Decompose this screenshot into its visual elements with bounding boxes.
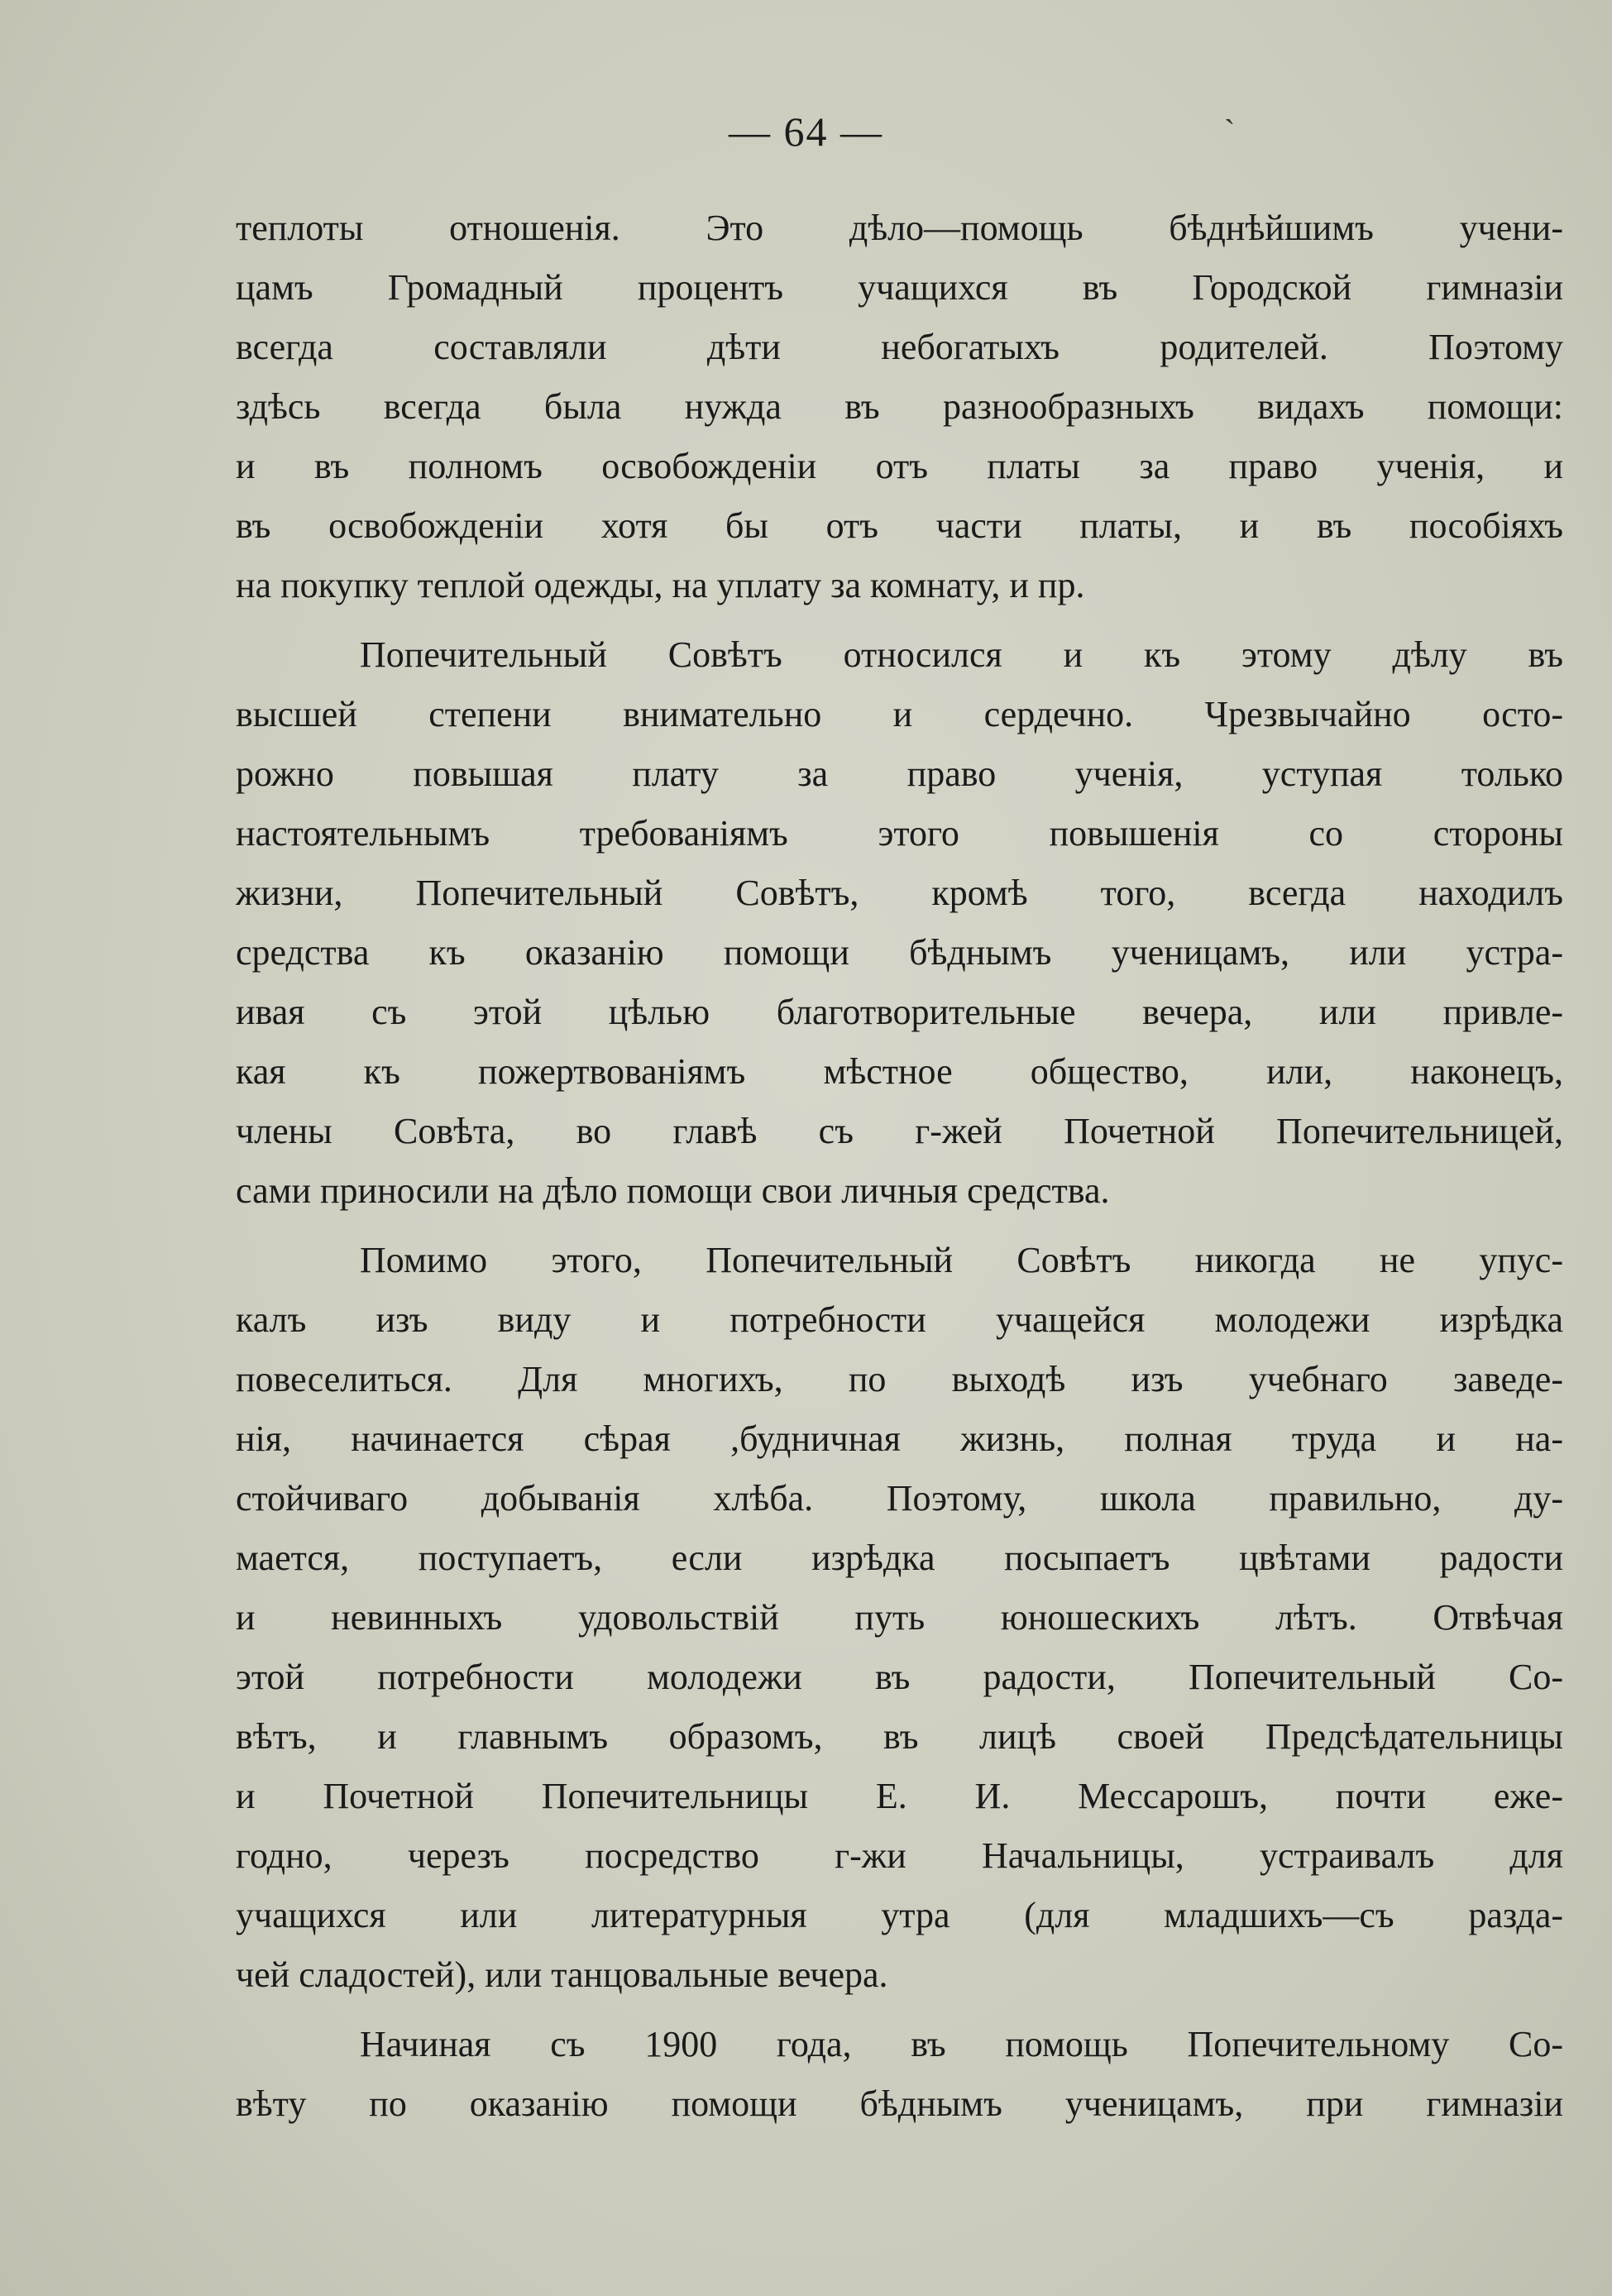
text-line: сами приносили на дѣло помощи свои личныя средства. (236, 1170, 1110, 1211)
text-line: теплоты отношенія. Это дѣло—помощь бѣднѣйшимъ учени- (236, 208, 1563, 248)
text-line: чей сладостей), или танцовальные вечера. (236, 1954, 888, 1995)
text-line: вѣтъ, и главнымъ образомъ, въ лицѣ своей Предсѣдательницы (236, 1716, 1563, 1757)
text-line: вѣту по оказанію помощи бѣднымъ ученицамъ, при гимназіи (236, 2083, 1563, 2124)
text-line: въ освобожденіи хотя бы отъ части платы, и въ пособіяхъ (236, 505, 1563, 546)
text-line: цамъ Громадный процентъ учащихся въ Городской гимназіи (236, 267, 1563, 308)
stray-ink-mark: ` (1224, 112, 1236, 150)
text-line: калъ изъ виду и потребности учащейся молодежи изрѣдка (236, 1299, 1563, 1340)
text-line: этой потребности молодежи въ радости, Попечительный Со- (236, 1657, 1563, 1697)
text-line: мается, поступаетъ, если изрѣдка посыпаетъ цвѣтами радости (236, 1538, 1563, 1578)
text-line: настоятельнымъ требованіямъ этого повышенія со стороны (236, 813, 1563, 854)
text-line: ивая съ этой цѣлью благотворительные вечера, или привле- (236, 992, 1563, 1032)
text-line: рожно повышая плату за право ученія, уступая только (236, 753, 1563, 794)
text-line: кая къ пожертвованіямъ мѣстное общество, или, наконецъ, (236, 1051, 1563, 1092)
text-line: годно, черезъ посредство г-жи Начальницы, устраивалъ для (236, 1835, 1563, 1876)
text-line: и въ полномъ освобожденіи отъ платы за право ученія, и (236, 446, 1563, 486)
text-line: на покупку теплой одежды, на уплату за комнату, и пр. (236, 565, 1085, 605)
text-line: средства къ оказанію помощи бѣднымъ ученицамъ, или устра- (236, 932, 1563, 973)
text-line: нія, начинается сѣрая ,будничная жизнь, полная труда и на- (236, 1418, 1563, 1459)
text-line: высшей степени внимательно и сердечно. Чрезвычайно осто- (236, 694, 1563, 734)
body-text (236, 199, 1563, 2134)
text-line: стойчиваго добыванія хлѣба. Поэтому, школа правильно, ду- (236, 1478, 1563, 1519)
text-line-indent: Попечительный Совѣтъ относился и къ этому дѣлу въ (360, 634, 1563, 675)
text-line: учащихся или литературныя утра (для младшихъ—съ разда- (236, 1895, 1563, 1935)
text-line: и невинныхъ удовольствій путь юношескихъ лѣтъ. Отвѣчая (236, 1597, 1563, 1638)
text-line: здѣсь всегда была нужда въ разнообразныхъ видахъ помощи: (236, 386, 1563, 427)
text-line: всегда составляли дѣти небогатыхъ родителей. Поэтому (236, 327, 1563, 367)
text-line: члены Совѣта, во главѣ съ г-жей Почетной Попечительницей, (236, 1111, 1563, 1151)
text-line: и Почетной Попечительницы Е. И. Мессарошъ, почти ежe- (236, 1776, 1563, 1816)
text-line: жизни, Попечительный Совѣтъ, кромѣ того, всегда находилъ (236, 873, 1563, 913)
text-line: повеселиться. Для многихъ, по выходѣ изъ учебнаго заведе- (236, 1359, 1563, 1399)
text-line-indent: Начиная съ 1900 года, въ помощь Попечительному Со- (360, 2024, 1563, 2064)
page-number: — 64 — (729, 108, 883, 155)
text-line-indent: Помимо этого, Попечительный Совѣтъ никогда не упус- (360, 1240, 1563, 1280)
